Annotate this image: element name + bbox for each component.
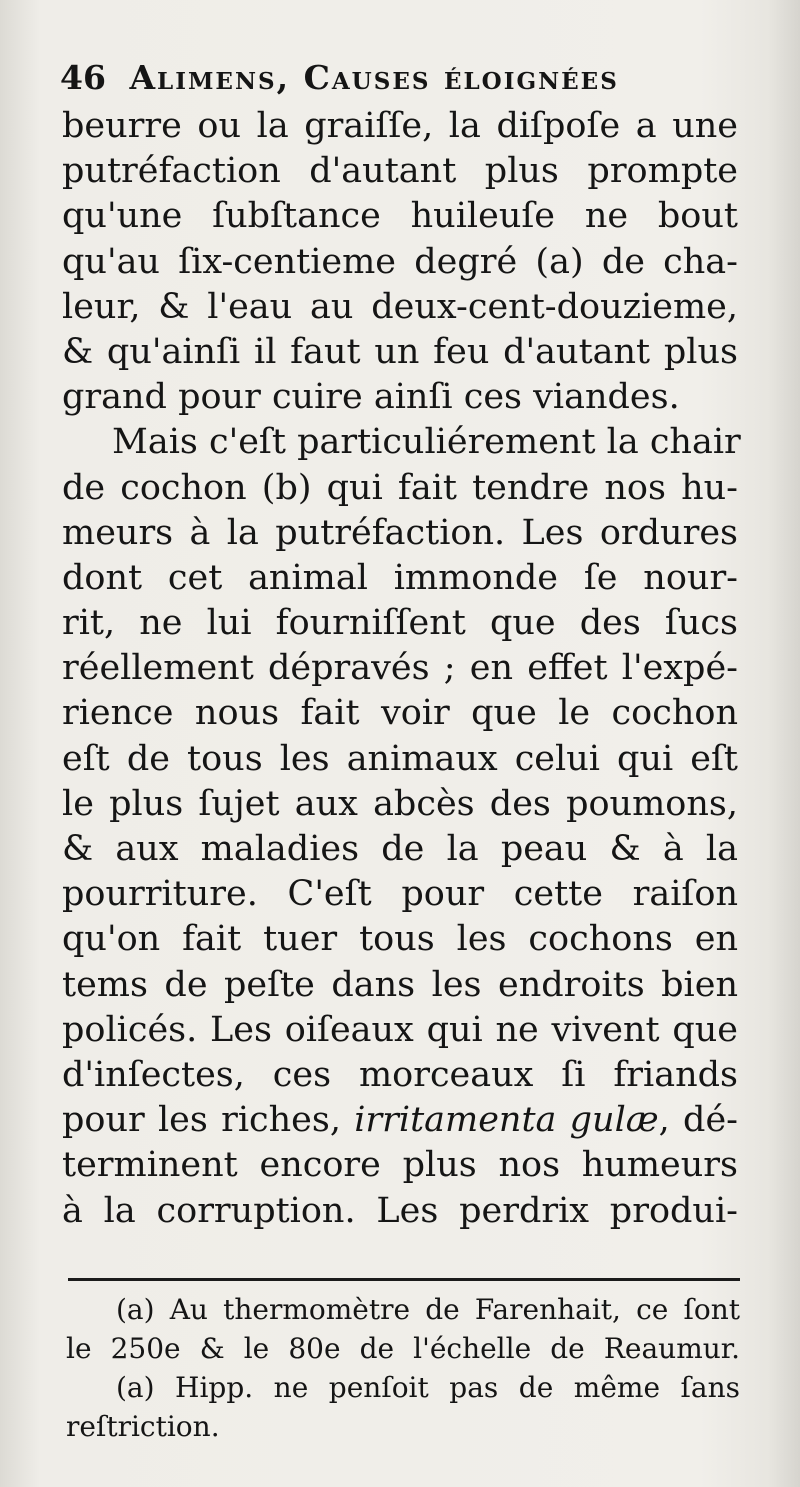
text-line: à la corruption. Les perdrix produi-	[62, 1190, 738, 1231]
text-line: qu'une ſubſtance huileuſe ne bout	[62, 196, 738, 237]
text-line: le plus ſujet aux abcès des poumons,	[62, 783, 738, 824]
text-line: & qu'ainſi il faut un feu d'autant plus	[62, 331, 738, 372]
text-line: eſt de tous les animaux celui qui eſt	[62, 738, 738, 779]
text-line: qu'on fait tuer tous les cochons en	[62, 919, 738, 960]
line-segment: pour les riches,	[62, 1100, 355, 1141]
text-line: pourriture. C'eſt pour cette raiſon	[62, 874, 738, 915]
running-title: Alimens, Causes éloignées	[129, 58, 619, 97]
text-line: Mais c'eſt particuliérement la chair	[112, 422, 741, 463]
text-line: tems de peſte dans les endroits bien	[62, 964, 738, 1005]
body-text	[62, 104, 741, 1234]
line-segment: , dé-	[658, 1100, 738, 1141]
text-line: leur, & l'eau au deux-cent-douzieme,	[62, 286, 738, 327]
text-line: dont cet animal immonde ſe nour-	[62, 557, 738, 598]
page-number: 46	[60, 58, 106, 97]
text-line: qu'au ſix-centieme degré (a) de cha-	[62, 241, 738, 282]
footnote-rule	[68, 1278, 740, 1281]
text-line: putréfaction d'autant plus prompte	[62, 151, 738, 192]
text-line: meurs à la putréfaction. Les ordures	[62, 512, 738, 553]
text-line: grand pour cuire ainſi ces viandes.	[62, 377, 680, 418]
latin-italic-phrase: irritamenta gulæ	[354, 1100, 659, 1141]
text-line: beurre ou la graiſſe, la diſpoſe a une	[62, 106, 738, 146]
text-line: policés. Les oiſeaux qui ne vivent que	[62, 1009, 738, 1050]
footnote-line: (a) Au thermomètre de Farenhait, ce ſont	[116, 1293, 740, 1326]
text-line: rit, ne lui fourniſſent que des ſucs	[62, 603, 738, 644]
footnotes	[66, 1290, 740, 1446]
text-line-with-italic	[62, 1098, 738, 1143]
text-line: de cochon (b) qui fait tendre nos hu-	[62, 467, 738, 508]
text-line: d'inſectes, ces morceaux ſi friands	[62, 1054, 738, 1095]
text-line: rience nous fait voir que le cochon	[62, 693, 738, 734]
text-line: réellement dépravés ; en effet l'expé-	[62, 648, 738, 689]
running-header	[60, 52, 760, 104]
footnote-line: (a) Hipp. ne penſoit pas de même ſans	[116, 1371, 740, 1404]
page-edge-shadow	[768, 0, 800, 1487]
footnote-line: reſtriction.	[66, 1410, 220, 1443]
footnote-line: le 250e & le 80e de l'échelle de Reaumur.	[66, 1332, 740, 1365]
text-line: & aux maladies de la peau & à la	[62, 829, 738, 869]
text-line: terminent encore plus nos humeurs	[62, 1145, 738, 1186]
